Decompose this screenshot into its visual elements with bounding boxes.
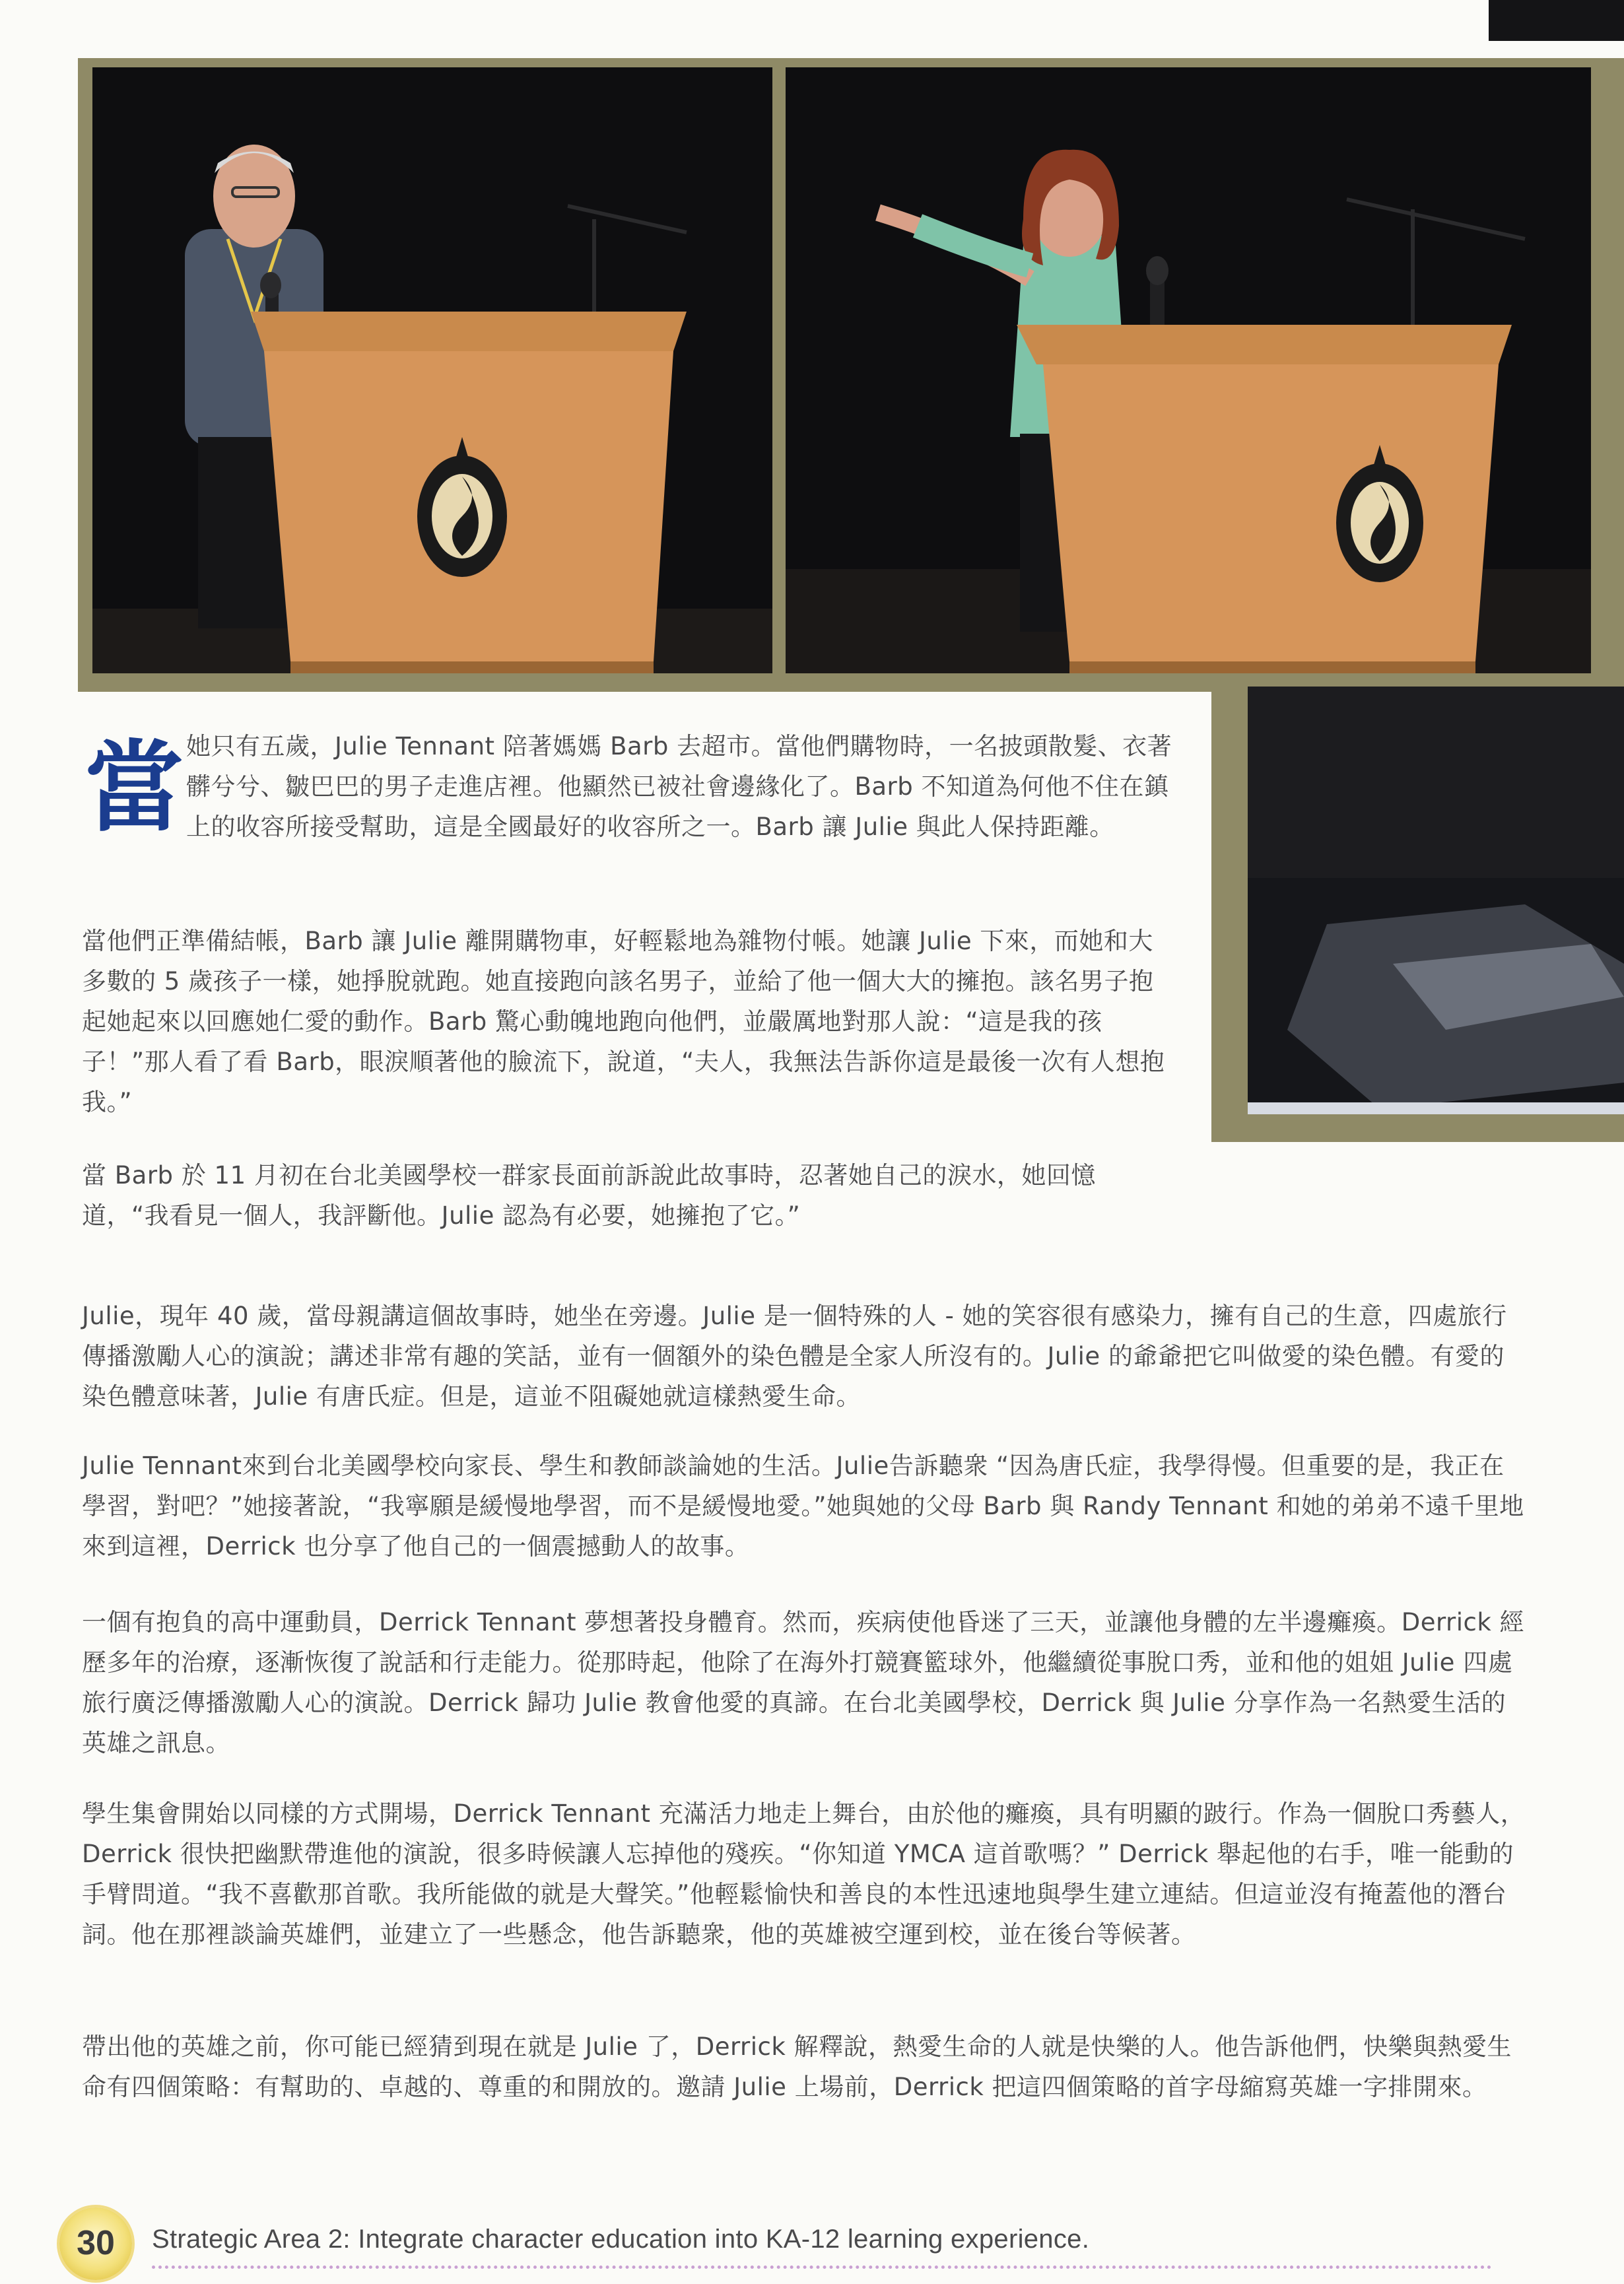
paragraph-1: 她只有五歲，Julie Tennant 陪著媽媽 Barb 去超市。當他們購物時，一名披頭散髮、衣著髒兮兮、皺巴巴的男子走進店裡。他顯然已被社會邊緣化了。Barb 不知道為何他不住在鎮上的收容所接受幫助，這是全國最好的收容所之一。Barb 讓 Julie 與此人保持距離。: [186, 732, 1172, 841]
paragraph-7: 學生集會開始以同樣的方式開場，Derrick Tennant 充滿活力地走上舞台，由於他的癱瘓，具有明顯的跛行。作為一個脫口秀藝人， Derrick 很快把幽默帶進他的演說，很多時候讓人忘掉他的殘疾。“你知道 YMCA 這首歌嗎？” Derrick 舉起他的右手，唯一能動的手臂問道。“我不喜歡那首歌。我所能做的就是大聲笑。”他輕鬆愉快和善良的本性迅速地與學生建立連結。但這並沒有掩蓋他的潛台詞。他在那裡談論英雄們，並建立了一些懸念，他告訴聽衆，他的英雄被空運到校，並在後台等候著。: [82, 1799, 1526, 1949]
paragraph-8: 帶出他的英雄之前，你可能已經猜到現在就是 Julie 了，Derrick 解釋說，熱愛生命的人就是快樂的人。他告訴他們，快樂與熱愛生命有四個策略：有幫助的、卓越的、尊重的和開放的。邀請 Julie 上場前，Derrick 把這四個策略的首字母縮寫英雄一字排開來。: [82, 2032, 1512, 2101]
paragraph-2: 當他們正準備結帳，Barb 讓 Julie 離開購物車，好輕鬆地為雜物付帳。她讓 Julie 下來，而她和大多數的 5 歲孩子一樣，她掙脫就跑。她直接跑向該名男子，並給了他一個大大的擁抱。該名男子抱起她起來以回應她仁愛的動作。Barb 驚心動魄地跑向他們，並嚴厲地對那人說：“這是我的孩子！”那人看了看 Barb，眼淚順著他的臉流下，說道，“夫人，我無法告訴你這是最後一次有人想抱我。”: [82, 927, 1165, 1116]
paragraph-6: 一個有抱負的高中運動員，Derrick Tennant 夢想著投身體育。然而，疾病使他昏迷了三天，並讓他身體的左半邊癱瘓。Derrick 經歷多年的治療，逐漸恢復了說話和行走能力。從那時起，他除了在海外打競賽籃球外，他繼續從事脫口秀，並和他的姐姐 Julie 四處旅行廣泛傳播激勵人心的演說。Derrick 歸功 Julie 教會他愛的真諦。在台北美國學校，Derrick 與 Julie 分享作為一名熱愛生活的英雄之訊息。: [82, 1608, 1525, 1757]
page-number: 30: [77, 2224, 115, 2262]
photo-female-speaker-at-podium: [786, 67, 1591, 673]
photo-male-speaker-illustration: [92, 67, 772, 673]
photo-female-speaker-illustration: [786, 67, 1591, 673]
page-number-badge: [59, 2207, 132, 2280]
footer-dotted-rule: [152, 2266, 1492, 2269]
paragraph-5: Julie Tennant來到台北美國學校向家長、學生和教師談論她的生活。Julie告訴聽衆 “因為唐氏症，我學得慢。但重要的是，我正在學習，對吧？”她接著說，“我寧願是緩慢地學習，而不是緩慢地愛。”她與她的父母 Barb 與 Randy Tennant 和她的弟弟不遠千里地來到這裡，Derrick 也分享了他自己的一個震撼動人的故事。: [82, 1452, 1524, 1561]
footer-caption: Strategic Area 2: Integrate character education into KA-12 learning experience.: [152, 2225, 1090, 2254]
paragraph-4: Julie，現年 40 歲，當母親講這個故事時，她坐在旁邊。Julie 是一個特殊的人 - 她的笑容很有感染力，擁有自己的生意，四處旅行傳播激勵人心的演說；講述非常有趣的笑話，並有一個額外的染色體是全家人所沒有的。Julie 的爺爺把它叫做愛的染色體。有愛的染色體意味著，Julie 有唐氏症。但是，這並不阻礙她就這樣熱愛生命。: [82, 1302, 1507, 1411]
photo-stage-illustration: [1248, 687, 1624, 1114]
photo-stage-floor: [1248, 687, 1624, 1114]
page-edge-strip: [1489, 0, 1624, 41]
photo-male-speaker-at-podium: [92, 67, 772, 673]
drop-cap: 當: [85, 729, 184, 846]
paragraph-3: 當 Barb 於 11 月初在台北美國學校一群家長面前訴說此故事時，忍著她自己的淚水，她回憶道，“我看見一個人，我評斷他。Julie 認為有必要，她擁抱了它。”: [82, 1161, 1096, 1230]
